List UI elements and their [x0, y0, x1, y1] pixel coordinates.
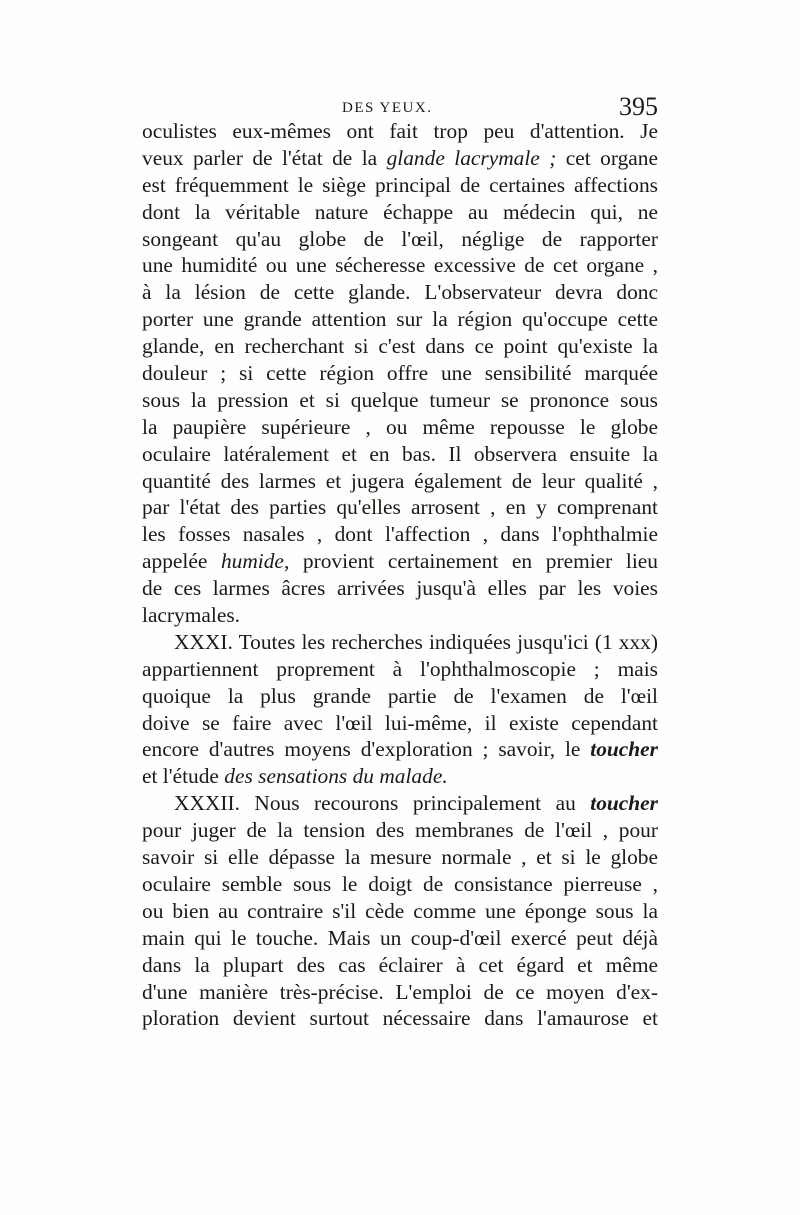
text-line — [142, 279, 658, 306]
line-text: oculistes eux-mêmes ont fait trop peu d'attention. Je — [142, 119, 658, 143]
line-text: songeant qu'au globe de l'œil, néglige de rapporter — [142, 226, 658, 251]
italic-text: humide — [220, 549, 284, 574]
text-line — [142, 683, 658, 710]
text-line — [142, 871, 658, 898]
text-line — [142, 252, 658, 279]
line-text: XXXI. Toutes les recherches indiquées jusqu'ici (1 xxx) — [174, 629, 658, 654]
line-text: à la lésion de cette glande. L'observateur devra donc — [142, 280, 658, 305]
line-text: XXXII. Nous recourons principalement au — [174, 791, 591, 816]
page-number: 395 — [619, 92, 658, 121]
text-line — [142, 790, 658, 817]
line-text: et l'étude — [142, 764, 225, 789]
line-text: par l'état des parties qu'elles arrosent , en y comprenant — [142, 495, 658, 520]
text-line — [142, 736, 658, 763]
line-text: oculaire semble sous le doigt de consistance pierreuse , — [142, 871, 658, 896]
italic-text: des sensations du malade. — [224, 764, 448, 789]
line-text: une humidité ou une sécheresse excessive de cet organe , — [142, 253, 658, 278]
text-line — [142, 414, 658, 441]
line-text: la paupière supérieure , ou même repousse le globe — [142, 414, 658, 439]
text-line — [142, 629, 658, 656]
body-text — [142, 118, 658, 1032]
running-head: DES YEUX. — [342, 100, 433, 116]
line-text: dont la véritable nature échappe au médecin qui, ne — [142, 199, 658, 224]
text-line — [142, 172, 658, 199]
text-line — [142, 979, 658, 1006]
line-text: dans la plupart des cas éclairer à cet égard et même — [142, 952, 658, 977]
text-line — [142, 548, 658, 575]
text-line — [142, 226, 658, 253]
line-text: doive se faire avec l'œil lui-même, il existe cependant — [142, 710, 658, 735]
line-text: , provient certainement en premier lieu — [283, 549, 658, 574]
italic-text: glande lacrymale ; — [386, 145, 557, 170]
line-text: les fosses nasales , dont l'affection , dans l'ophthalmie — [142, 522, 658, 547]
emphasis-text: toucher — [590, 791, 658, 816]
text-line — [142, 575, 658, 602]
text-line — [142, 468, 658, 495]
emphasis-text: toucher — [590, 737, 658, 762]
text-line — [142, 333, 658, 360]
text-line — [142, 145, 658, 172]
text-line — [142, 306, 658, 333]
text-line — [142, 521, 658, 548]
text-line — [142, 441, 658, 468]
line-text: savoir si elle dépasse la mesure normale , et si le globe — [142, 845, 658, 870]
text-line — [142, 118, 658, 145]
line-text: appelée — [142, 549, 221, 574]
line-text: glande, en recherchant si c'est dans ce point qu'existe la — [142, 334, 658, 359]
text-line — [142, 763, 658, 790]
line-text: ou bien au contraire s'il cède comme une éponge sous la — [142, 898, 658, 923]
text-line — [142, 494, 658, 521]
text-line — [142, 844, 658, 871]
text-line — [142, 925, 658, 952]
line-text: pour juger de la tension des membranes de l'œil , pour — [142, 818, 658, 843]
line-text: encore d'autres moyens d'exploration ; savoir, le — [142, 737, 591, 762]
text-line — [142, 898, 658, 925]
text-line — [142, 710, 658, 737]
line-text: oculaire latéralement et en bas. Il observera ensuite la — [142, 441, 658, 466]
text-line — [142, 952, 658, 979]
line-text: quantité des larmes et jugera également de leur qualité , — [142, 468, 658, 493]
line-text: est fréquemment le siège principal de certaines affections — [142, 172, 658, 197]
line-text: lacrymales. — [142, 603, 240, 628]
line-text: main qui le touche. Mais un coup-d'œil exercé peut déjà — [142, 925, 658, 950]
line-text: cet organe — [556, 145, 658, 170]
line-text: sous la pression et si quelque tumeur se prononce sous — [142, 387, 658, 412]
line-text: veux parler de l'état de la — [142, 145, 387, 170]
line-text: douleur ; si cette région offre une sensibilité marquée — [142, 361, 658, 386]
text-line — [142, 1005, 658, 1032]
line-text: de ces larmes âcres arrivées jusqu'à elles par les voies — [142, 576, 658, 601]
line-text: appartiennent proprement à l'ophthalmoscopie ; mais — [142, 656, 658, 681]
text-line — [142, 360, 658, 387]
line-text: porter une grande attention sur la région qu'occupe cette — [142, 307, 658, 332]
text-line — [142, 199, 658, 226]
line-text: d'une manière très-précise. L'emploi de ce moyen d'ex- — [142, 979, 658, 1004]
line-text: ploration devient surtout nécessaire dans l'amaurose et — [142, 1006, 658, 1031]
text-line — [142, 387, 658, 414]
text-line — [142, 817, 658, 844]
text-line — [142, 656, 658, 683]
text-line — [142, 602, 658, 629]
line-text: quoique la plus grande partie de l'examen de l'œil — [142, 683, 658, 708]
